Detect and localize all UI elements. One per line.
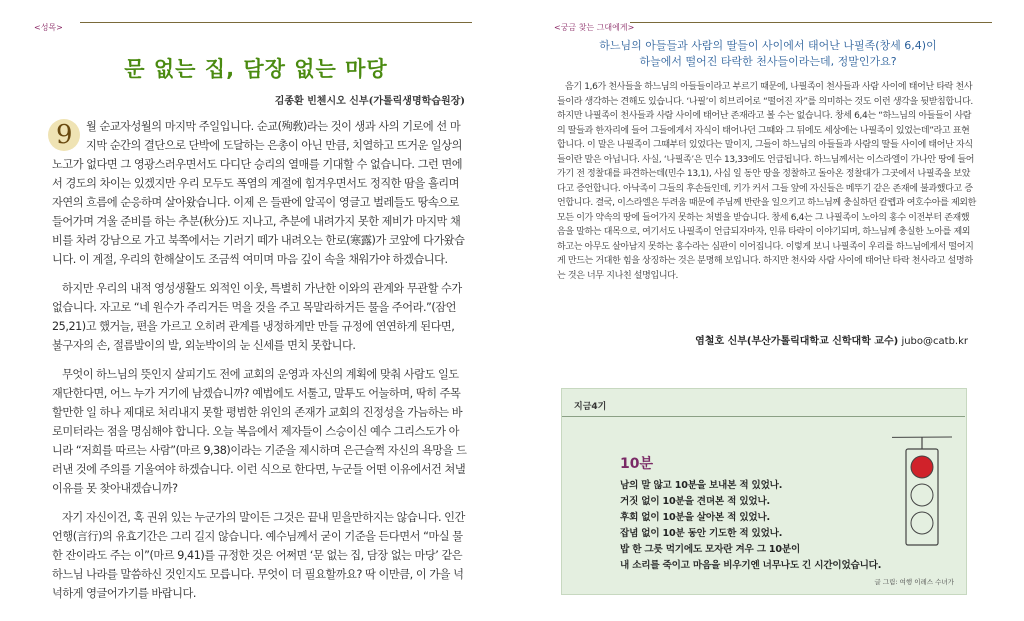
paragraph-1 (52, 117, 467, 269)
poem-line: 잡념 없이 10분 동안 기도한 적 있었나. (620, 528, 783, 539)
poem-title: 10분 (620, 456, 654, 472)
poem-line: 남의 말 않고 10분을 보내본 적 있었나. (620, 480, 783, 491)
poem-box (561, 388, 967, 595)
poem-line: 밥 한 그릇 먹기에도 모자란 겨우 그 10분이 (620, 544, 801, 555)
question-title-line-2: 하늘에서 떨어진 타락한 천사들이라는데, 정말인가요? (639, 55, 897, 68)
article-title: 문 없는 집, 담장 없는 마당 (124, 57, 388, 81)
drop-cap: 9 (48, 119, 80, 151)
article-author: 김종환 빈첸시오 신부(가톨릭생명학습원장) (274, 96, 465, 107)
paragraph-1-text: 월 순교자성월의 마지막 주일입니다. 순교(殉敎)라는 것이 생과 사의 기로에 선 마지막 순간의 결단으로 단박에 도달하는 은총이 아닌 만큼, 치열하고 뜨거운 일상의 노고가 없다면 그 영광스러우면서도 다디단 승리의 열매를 기대할 수 없습니다. 그런 면에서 경도의 차이는 있겠지만 우리 모두도 폭염의 계절에 힘겨우면서도 정직한 땀을 흘리며 자연의 흐름에 순응하며 살아왔습니다. 이제 은 들판에 알곡이 영글고 벌레들도 땅속으로 들어가며 겨울 준비를 하는 추분(秋分)도 지나고, 추분에 내려가지 못한 제비가 마지막 채비를 차려 강남으로 가고 북쪽에서는 기러기 떼가 내려오는 한로(寒露)가 코앞에 다가왔습니다. 이 계절, 우리의 한해살이도 조금씩 여미며 마음 깊이 속을 채워가야 하겠습니다. (52, 120, 465, 266)
poem-text (620, 478, 881, 574)
right-page (512, 0, 1024, 621)
right-section-header: <궁금 찾는 그대에게> (554, 23, 635, 32)
poem-box-rule (562, 416, 965, 417)
paragraph-4: 자기 자신이건, 혹 권위 있는 누군가의 말이든 그것은 끝내 믿을만하지는 않습니다. 인간 언행(言行)의 유효기간은 그리 길지 않습니다. 예수님께서 굳이 기준을 든다면서 “마실 물 한 잔이라도 주는 이”(마르 9,41)를 규정한 것은 어쩌면 ‘문 없는 집, 담장 없는 마당’ 같은 하느님 나라를 말씀하신 것인지도 모릅니다. 무엇이 더 필요할까요? 딱 이만큼, 이 가을 넉넉하게 영글어가기를 바랍니다. (52, 511, 465, 600)
poem-line: 거짓 없이 10분을 견뎌본 적 있었나. (620, 496, 770, 507)
paragraph-2: 하지만 우리의 내적 영성생활도 외적인 이웃, 특별히 가난한 이와의 관계와 무관할 수가 없습니다. 자고로 “네 원수가 주리거든 먹을 것을 주고 목말라하거든 물을 주어라.”(잠언 25,21)고 했거늘, 편을 가르고 오히려 관계를 냉정하게만 만들 규정에 연연하게 된다면, 불구자의 손, 절름발이의 발, 외눈박이의 눈 신세를 면치 못합니다. (52, 282, 462, 352)
right-header-rule (630, 22, 992, 23)
poem-line: 후회 없이 10분을 살아본 적 있었나. (620, 512, 770, 523)
traffic-light-icon (892, 429, 952, 549)
left-section-header: <성목> (34, 23, 63, 32)
answer-author-name: 염철호 신부(부산가톨릭대학교 신학대학 교수) (695, 336, 899, 347)
article-body (52, 117, 467, 613)
poem-box-tag: 지금4기 (574, 402, 607, 412)
poem-line: 내 소리를 죽이고 마음을 비우기엔 너무나도 긴 시간이었습니다. (620, 560, 882, 571)
answer-author (695, 332, 968, 347)
left-header-rule (80, 22, 472, 23)
poem-credit: 글 그림: 여행 이레스 수녀가 (874, 578, 954, 586)
question-title (512, 38, 1024, 70)
answer-paragraph: 음기 1,6가 천사들을 하느님의 아들들이라고 부르기 때문에, 나필족이 천사들과 사람 사이에 태어난 타락 천사들이라 생각하는 견해도 있습니다. ‘나필’이 히브리어로 “떨어진 자”를 의미하는 것도 이런 생각을 뒷받침합니다. 하지만 나필족이 천사들과 사람 사이에 태어난 존재라고 볼 수는 없습니다. 창세 6,4는 “하느님의 아들들이 사람의 딸들과 한자리에 들어 그들에게서 자식이 태어나던 그때와 그 뒤에도 세상에는 나필족이 있었는데”라고 표현합니다. 이 말은 나필족이 그때부터 있었다는 말이지, 그들이 하느님의 아들들과 사람의 딸들 사이에 태어난 자식들이란 말은 아닙니다. 사실, ‘나필족’은 민수 13,33에도 언급됩니다. 하느님께서는 이스라엘이 가나안 땅에 들어가기 전 정찰대를 파견하는데(민수 13,1), 사십 일 동안 땅을 정찰하고 돌아온 정찰대가 그곳에서 나필족을 보았다고 증언합니다. 아낙족이 그들의 후손들인데, 키가 커서 그들 앞에 자신들은 메뚜기 같은 존재에 불과했다고 증언합니다. 결국, 이스라엘은 두려움 때문에 주님께 반란을 일으키고 하느님께 충실하던 칼렙과 여호수아를 제외한 모든 이가 약속의 땅에 들어가지 못하는 처벌을 받습니다. 창세 6,4는 그 나필족이 노아의 홍수 이전부터 존재했음을 말하는 대목으로, 여기서도 나필족이 언급되자마자, 인류 타락이 이야기되며, 하느님께 충실한 노아를 제외하고는 아무도 살아남지 못하는 홍수라는 심판이 이어집니다. 이렇게 보니 나필족이 우리를 하느님에게서 떨어지게 만드는 거대한 힘을 상징하는 것은 분명해 보입니다. 하지만 천사와 사람 사이에 태어난 타락 천사라고 설명하는 것은 너무 지나친 설명입니다. (557, 82, 976, 281)
question-title-line-1: 하느님의 아들들과 사람의 딸들이 사이에서 태어난 나필족(창세 6,4)이 (599, 39, 937, 52)
answer-body (557, 80, 977, 283)
paragraph-3: 무엇이 하느님의 뜻인지 살피기도 전에 교회의 운영과 자신의 계획에 맞춰 사람도 일도 재단한다면, 어느 누가 거기에 남겠습니까? 예법에도 서툴고, 말투도 어눌하며, 딱히 주목할만한 일 하나 제대로 처리내지 못할 평범한 위인의 존재가 교회의 진정성을 가늠하는 바로미터라는 점을 명심해야 합니다. 오늘 복음에서 제자들이 스승이신 예수 그리스도가 아니라 “저희를 따르는 사람”(마르 9,38)이라는 기준을 제시하며 은근슬쩍 자신의 욕망을 드러낸 것에 주의를 기울여야 하겠습니다. 이런 식으로 한다면, 누군들 어떤 이유에서건 쳐낼 이유를 못 찾아내겠습니까? (52, 368, 467, 495)
answer-author-email: jubo@catb.kr (901, 336, 968, 347)
